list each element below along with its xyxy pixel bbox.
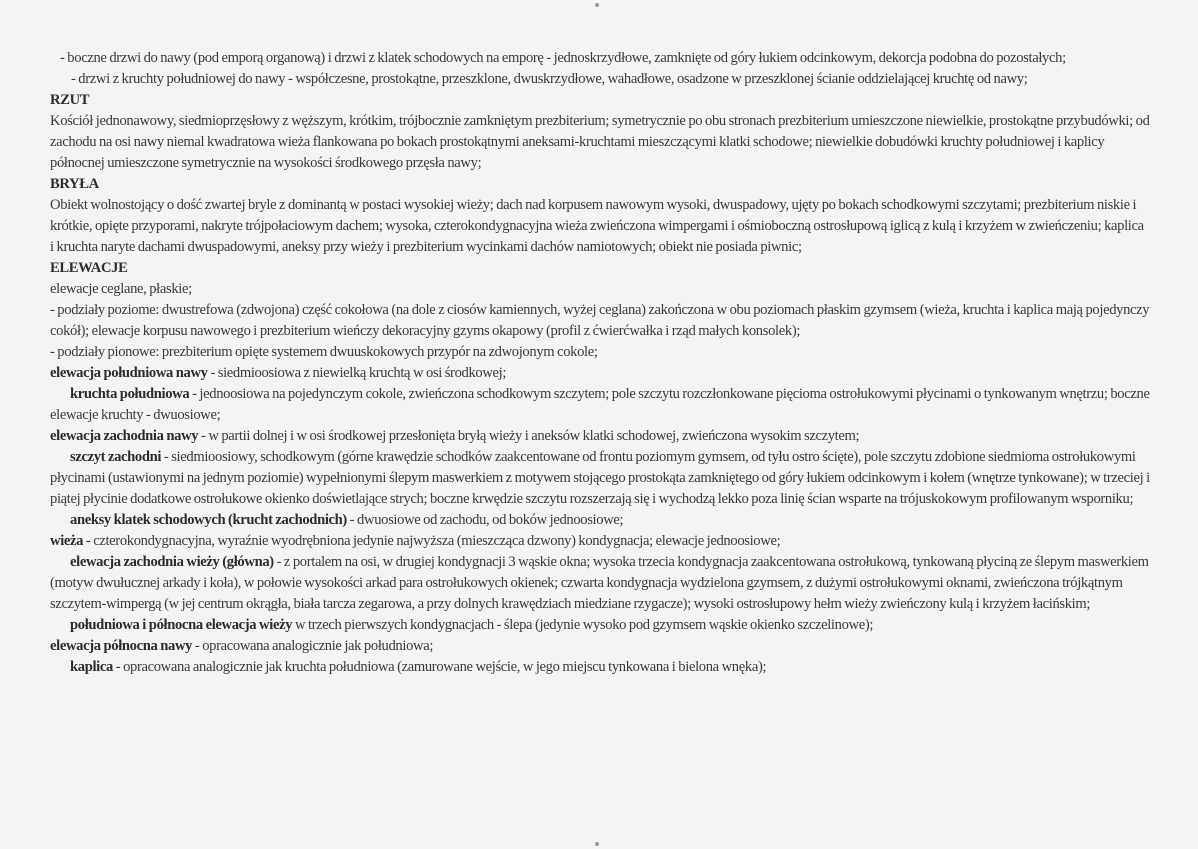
chapel: kaplica - opracowana analogicznie jak kruchta południowa (zamurowane wejście, w jego miejscu tynkowana i bielona wnęka);: [70, 659, 767, 675]
rzut-paragraph: Kościół jednonawowy, siedmioprzęsłowy z węższym, krótkim, trójbocznie zamkniętym prezbiterium; symetrycznie po obu stronach prezbiterium umieszczone niewielkie, prostokątne przybudówki; od zachodu na osi nawy niemal kwadratowa wieża flankowana po bokach prostokątnymi aneksami-kruchtami mieszczącymi klatki schodowe; niewielkie dobudówki kruchty południowej i kaplicy północnej umieszczone symetrycznie na wysokości środkowego przęsła nawy;: [50, 113, 1150, 171]
north-nave-elevation: elewacja północna nawy - opracowana analogicznie jak południowa;: [50, 638, 434, 654]
vertical-divisions-item: - podziały pionowe: prezbiterium opięte systemem dwuuskokowych przypór na zdwojonym cokole;: [50, 344, 598, 360]
heading-rzut: RZUT: [50, 92, 90, 108]
scan-mark: [595, 842, 599, 846]
west-gable: szczyt zachodni - siedmioosiowy, schodkowym (górne krawędzie schodków zaakcentowane od frontu poziomym gymsem, od tyłu ostro ścięte), pole szczytu zdobione siedmioma ostrołukowymi płycinami (ustawionymi na jednym poziomie) wypełnionymi ślepym maswerkiem z motywem stojącego prostokąta zamkniętego od góry łukiem odcinkowym i kołem (wnętrze tynkowane); w trzeciej i piątej płycinie dodatkowe ostrołukowe okienko doświetlające strych; boczne krwędzie szczytu rozszerzają się i wychodzą lekko poza linię ścian wsparte na trójuskokowym profilowanym wsporniku;: [50, 449, 1150, 507]
south-porch: kruchta południowa - jednoosiowa na pojedynczym cokole, zwieńczona schodkowym szczytem; pole szczytu rozczłonkowane pięcioma ostrołukowymi płycinami o tynkowanym wnętrzu; boczne elewacje kruchty - dwuosiowe;: [50, 386, 1150, 423]
elewacje-intro: elewacje ceglane, płaskie;: [50, 281, 192, 297]
document-body: [50, 48, 1150, 678]
south-nave-elevation: elewacja południowa nawy - siedmioosiowa z niewielką kruchtą w osi środkowej;: [50, 365, 507, 381]
scan-mark: [595, 3, 599, 7]
tower-west-elevation: elewacja zachodnia wieży (główna) - z portalem na osi, w drugiej kondygnacji 3 wąskie okna; wysoka trzecia kondygnacja zaakcentowana ostrołukową, tynkowaną płyciną ze ślepym maswerkiem (motyw dwułucznej arkady i koła), w połowie wysokości arkad para ostrołukowych okienek; czwarta kondygnacja wydzielona gzymsem, z dużymi ostrołukowymi oknami, zwieńczona trójkątnym szczytem-wimpergą (w jej centrum okrągła, biała tarcza zegarowa, a przy dolnych krawędziach miedziane rzygacze); wysoki ostrosłupowy hełm wieży zwieńczony kulą i krzyżem łacińskim;: [50, 554, 1149, 612]
heading-elewacje: ELEWACJE: [50, 260, 128, 276]
heading-bryla: BRYŁA: [50, 176, 99, 192]
bryla-paragraph: Obiekt wolnostojący o dość zwartej bryle z dominantą w postaci wysokiej wieży; dach nad korpusem nawowym wysoki, dwuspadowy, ujęty po bokach schodkowymi szczytami; prezbiterium niskie i krótkie, opięte przyporami, nakryte trójpołaciowym dachem; wysoka, czterokondygnacyjna wieża zwieńczona wimpergami i ośmioboczną ostrosłupową iglicą z kulą i krzyżem w zwieńczeniu; kaplica i kruchta naryte dachami dwuspadowymi, aneksy przy wieży i prezbiterium wycinkami dachów namiotowych; obiekt nie posiada piwnic;: [50, 197, 1144, 255]
tower-south-north-elevation: południowa i północna elewacja wieży w trzech pierwszych kondygnacjach - ślepa (jedynie wysoko pod gzymsem wąskie okienko szczelinowe);: [70, 617, 874, 633]
staircase-annexes: aneksy klatek schodowych (krucht zachodnich) - dwuosiowe od zachodu, od boków jednoosiowe;: [70, 512, 624, 528]
tower: wieża - czterokondygnacyjna, wyraźnie wyodrębniona jedynie najwyższa (mieszcząca dzwony) kondygnacja; elewacje jednoosiowe;: [50, 533, 781, 549]
doors-porch-item: - drzwi z kruchty południowej do nawy - współczesne, prostokątne, przeszklone, dwuskrzydłowe, wahadłowe, osadzone w przeszklonej ścianie oddzielającej kruchtę od nawy;: [71, 71, 1028, 87]
horizontal-divisions-item: - podziały poziome: dwustrefowa (zdwojona) część cokołowa (na dole z ciosów kamiennych, wyżej ceglana) zakończona w obu poziomach płaskim gzymsem (wieża, kruchta i kaplica mają pojedynczy cokół); elewacje korpusu nawowego i prezbiterium wieńczy dekoracyjny gzyms okapowy (profil z ćwierćwałka i rząd małych konsolek);: [50, 302, 1150, 339]
doors-side-item: - boczne drzwi do nawy (pod emporą organową) i drzwi z klatek schodowych na emporę - jednoskrzydłowe, zamknięte od góry łukiem odcinkowym, dekorcja podobna do pozostałych;: [60, 50, 1066, 66]
west-nave-elevation: elewacja zachodnia nawy - w partii dolnej i w osi środkowej przesłonięta bryłą wieży i aneksów klatki schodowej, zwieńczona wysokim szczytem;: [50, 428, 860, 444]
